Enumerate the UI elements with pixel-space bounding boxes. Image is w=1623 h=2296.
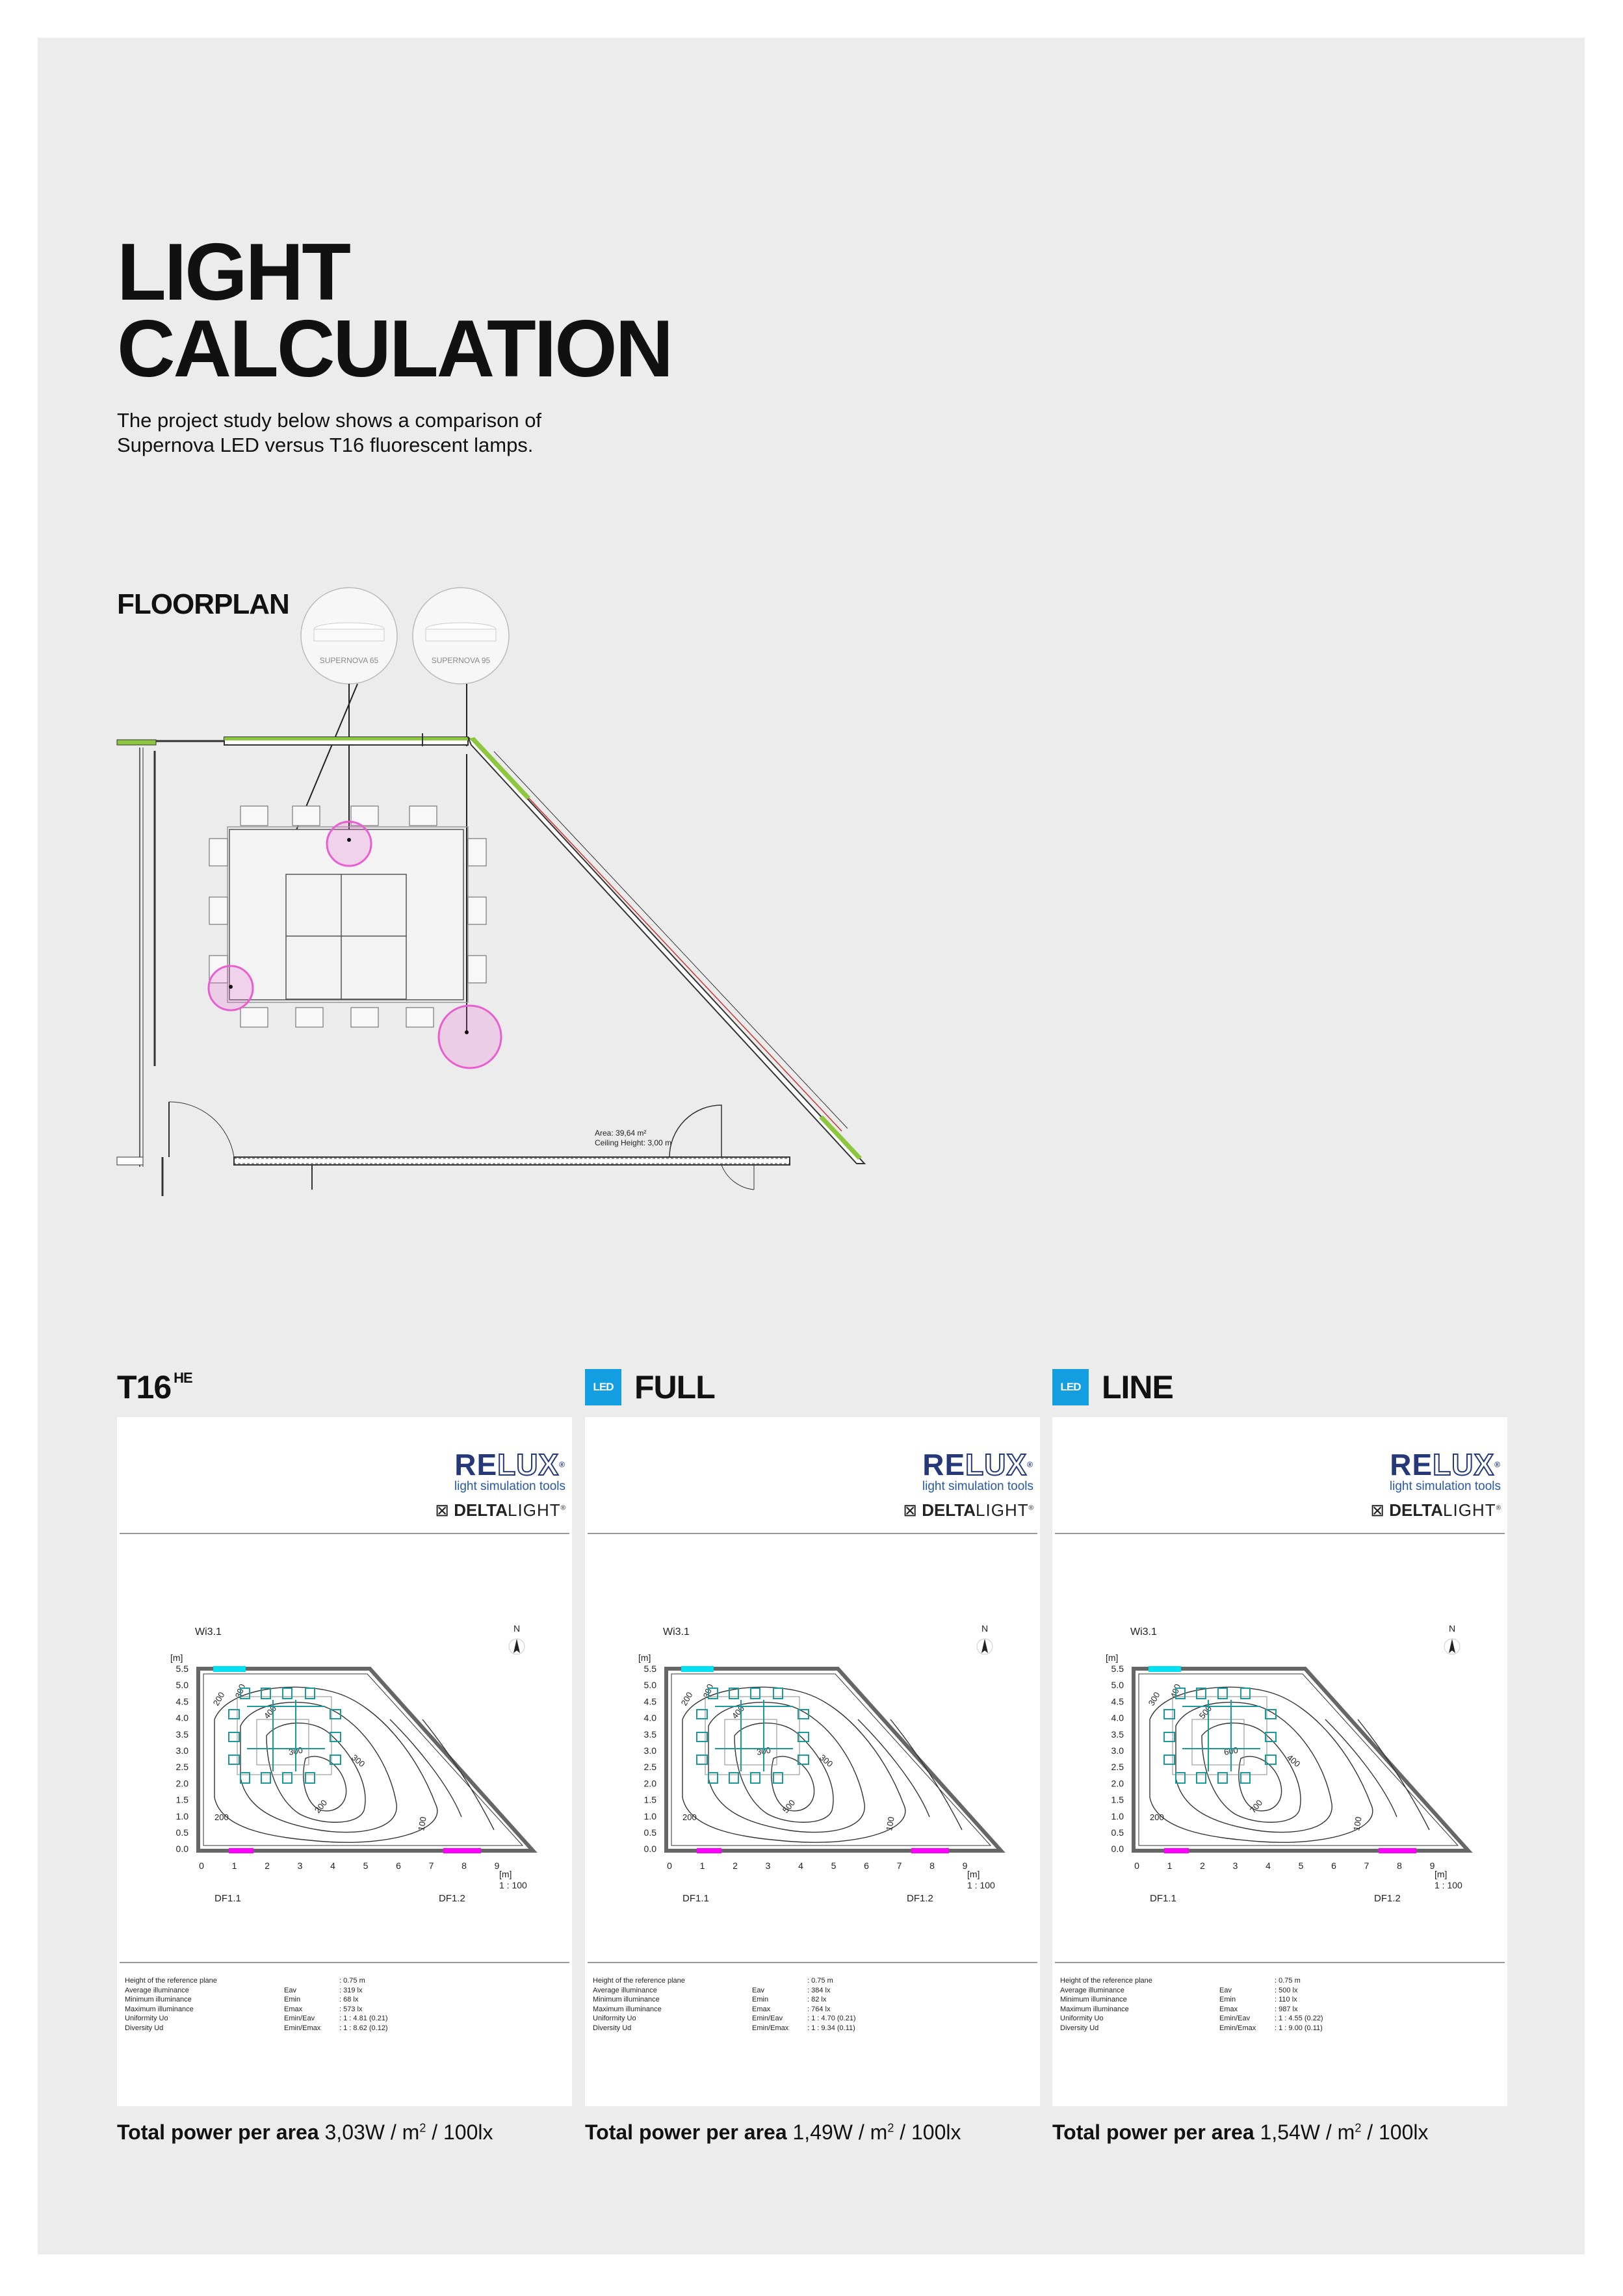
contour-label: 400 bbox=[1285, 1752, 1303, 1769]
y-tick-label: 1.0 bbox=[643, 1810, 656, 1821]
relux-tagline: light simulation tools bbox=[454, 1480, 565, 1493]
y-tick-label: 5.5 bbox=[1111, 1663, 1124, 1674]
deltalight-icon: ⊠ bbox=[435, 1500, 449, 1520]
spec-symbol: Eav bbox=[1219, 1986, 1232, 1994]
spec-symbol: Emin/Eav bbox=[1219, 2015, 1251, 2022]
spec-label: Height of the reference plane bbox=[125, 1977, 217, 1985]
spec-label: Average illuminance bbox=[125, 1986, 189, 1994]
spec-row-uo bbox=[125, 2014, 388, 2024]
x-axis bbox=[1134, 1860, 1435, 1871]
spec-value: : 1 : 9.00 (0.11) bbox=[1275, 2024, 1323, 2032]
y-tick-label: 2.5 bbox=[175, 1762, 188, 1773]
spec-symbol bbox=[1219, 1976, 1275, 1986]
relux-logo-reg: ® bbox=[1027, 1460, 1033, 1469]
y-tick-label: 0.5 bbox=[643, 1827, 656, 1838]
y-tick-label: 1.0 bbox=[175, 1810, 188, 1821]
led-badge: LED bbox=[585, 1369, 621, 1405]
luminaire-badge-a bbox=[301, 588, 397, 684]
door-marker-left bbox=[229, 1848, 253, 1853]
x-tick-label: 0 bbox=[667, 1860, 672, 1871]
deltalight-logo bbox=[1345, 1500, 1501, 1520]
door-marker-right bbox=[1379, 1848, 1416, 1853]
scale-label: 1 : 100 bbox=[499, 1880, 527, 1890]
spec-table bbox=[125, 1976, 388, 2033]
spec-label: Minimum illuminance bbox=[1060, 1996, 1127, 2003]
spec-label: Uniformity Uo bbox=[593, 2015, 636, 2022]
x-tick-label: 0 bbox=[199, 1860, 204, 1871]
relux-logo-reg: ® bbox=[559, 1460, 565, 1469]
contour-label: 300 bbox=[287, 1745, 304, 1757]
x-tick-label: 2 bbox=[1200, 1860, 1205, 1871]
spec-symbol: Emin/Emax bbox=[1219, 2024, 1256, 2032]
spec-label: Average illuminance bbox=[593, 1986, 657, 1994]
contour-label: 600 bbox=[1223, 1745, 1239, 1757]
section-title-line bbox=[1052, 1368, 1173, 1406]
relux-logo bbox=[877, 1450, 1033, 1480]
y-tick-label: 0.0 bbox=[1111, 1844, 1124, 1855]
spec-value: : 987 lx bbox=[1275, 2005, 1298, 2013]
y-tick-label: 1.5 bbox=[175, 1794, 188, 1805]
led-badge: LED bbox=[1052, 1369, 1089, 1405]
deltalight-b: LIGHT bbox=[508, 1500, 561, 1520]
floorplan-drawing bbox=[110, 585, 890, 1242]
door-marker-left bbox=[1164, 1848, 1189, 1853]
deltalight-b: LIGHT bbox=[1443, 1500, 1496, 1520]
room-label: Wi3.1 bbox=[1130, 1626, 1157, 1637]
spec-label: Average illuminance bbox=[1060, 1986, 1124, 1994]
y-tick-label: 3.0 bbox=[1111, 1745, 1124, 1756]
y-axis bbox=[644, 1663, 657, 1854]
deltalight-icon: ⊠ bbox=[1370, 1500, 1384, 1520]
scale-label: 1 : 100 bbox=[967, 1880, 995, 1890]
contour-label: 400 bbox=[1168, 1682, 1183, 1700]
spec-value: : 82 lx bbox=[807, 1996, 827, 2003]
spec-label: Maximum illuminance bbox=[593, 2005, 662, 2013]
room-label: Wi3.1 bbox=[663, 1626, 690, 1637]
isolux-plot bbox=[611, 1622, 1027, 1927]
luminaire-b-label: SUPERNOVA 95 bbox=[431, 656, 491, 665]
spec-row-max bbox=[1060, 2005, 1323, 2015]
north-arrow-icon bbox=[509, 1639, 525, 1654]
relux-logo-b: LUX bbox=[1433, 1448, 1495, 1481]
spec-row-height bbox=[593, 1976, 856, 1986]
contour-label: 300 bbox=[350, 1752, 367, 1769]
relux-logo bbox=[1345, 1450, 1501, 1480]
x-tick-label: 2 bbox=[733, 1860, 738, 1871]
section-title-t16 bbox=[117, 1368, 192, 1406]
y-tick-label: 1.0 bbox=[1111, 1810, 1124, 1821]
spec-value: : 1 : 9.34 (0.11) bbox=[807, 2024, 855, 2032]
deltalight-a: DELTA bbox=[1389, 1500, 1444, 1520]
spec-value: : 500 lx bbox=[1275, 1986, 1298, 1994]
y-tick-label: 0.5 bbox=[1111, 1827, 1124, 1838]
spec-symbol: Eav bbox=[284, 1986, 296, 1994]
relux-logo-b: LUX bbox=[965, 1448, 1028, 1481]
spec-value: : 68 lx bbox=[339, 1996, 359, 2003]
north-label: N bbox=[981, 1623, 989, 1634]
deltalight-a: DELTA bbox=[454, 1500, 508, 1520]
spec-row-ud bbox=[593, 2024, 856, 2033]
y-tick-label: 3.5 bbox=[1111, 1729, 1124, 1740]
x-tick-label: 3 bbox=[765, 1860, 771, 1871]
ceiling-text: Ceiling Height: 3,00 m bbox=[595, 1138, 672, 1147]
spec-row-uo bbox=[1060, 2014, 1323, 2024]
divider-bottom bbox=[588, 1962, 1037, 1963]
door-left-label: DF1.1 bbox=[214, 1893, 241, 1904]
door-marker-left bbox=[697, 1848, 721, 1853]
contour-label: 300 bbox=[701, 1682, 716, 1700]
contour-label: 200 bbox=[211, 1690, 227, 1708]
x-tick-label: 7 bbox=[896, 1860, 902, 1871]
y-tick-label: 5.5 bbox=[643, 1663, 656, 1674]
section-full-title: FULL bbox=[634, 1369, 715, 1405]
relux-logo-a: RE bbox=[1390, 1448, 1433, 1481]
brand-block bbox=[1345, 1450, 1501, 1520]
spec-value: : 0.75 m bbox=[339, 1977, 365, 1985]
contour-label: 100 bbox=[884, 1816, 896, 1832]
x-unit: [m] bbox=[499, 1869, 512, 1879]
spec-label: Diversity Ud bbox=[125, 2024, 164, 2032]
relux-logo-a: RE bbox=[454, 1448, 498, 1481]
brand-block bbox=[877, 1450, 1033, 1520]
x-tick-label: 8 bbox=[1397, 1860, 1402, 1871]
luminaire-a-label: SUPERNOVA 65 bbox=[319, 656, 379, 665]
spec-label: Height of the reference plane bbox=[1060, 1977, 1152, 1985]
door-right-label: DF1.2 bbox=[907, 1893, 933, 1904]
total-value: 3,03W / m bbox=[324, 2120, 420, 2144]
luminaire-badge-b bbox=[413, 588, 509, 684]
door-left-label: DF1.1 bbox=[1150, 1893, 1176, 1904]
spec-label: Diversity Ud bbox=[593, 2024, 632, 2032]
x-tick-label: 5 bbox=[1298, 1860, 1304, 1871]
result-panel-full bbox=[585, 1417, 1040, 2106]
deltalight-b: LIGHT bbox=[976, 1500, 1029, 1520]
contour-label: 100 bbox=[1351, 1816, 1364, 1832]
isolux-plot bbox=[143, 1622, 559, 1927]
spec-label: Minimum illuminance bbox=[593, 1996, 660, 2003]
spec-row-ud bbox=[1060, 2024, 1323, 2033]
spec-value: : 0.75 m bbox=[1275, 1977, 1301, 1985]
relux-logo-b: LUX bbox=[497, 1448, 560, 1481]
total-sup: 2 bbox=[419, 2121, 426, 2135]
x-tick-label: 1 bbox=[1167, 1860, 1173, 1871]
x-tick-label: 3 bbox=[1232, 1860, 1238, 1871]
section-title-full bbox=[585, 1368, 715, 1406]
y-unit: [m] bbox=[1106, 1652, 1119, 1663]
y-unit: [m] bbox=[170, 1652, 183, 1663]
spec-row-min bbox=[1060, 1995, 1323, 2005]
spec-row-height bbox=[125, 1976, 388, 1986]
spec-symbol: Emin/Eav bbox=[284, 2015, 315, 2022]
x-tick-label: 7 bbox=[428, 1860, 434, 1871]
spec-label: Height of the reference plane bbox=[593, 1977, 685, 1985]
divider-top bbox=[1055, 1533, 1505, 1534]
spec-label: Maximum illuminance bbox=[1060, 2005, 1129, 2013]
spec-value: : 764 lx bbox=[807, 2005, 831, 2013]
x-tick-label: 1 bbox=[699, 1860, 705, 1871]
spec-value: : 0.75 m bbox=[807, 1977, 833, 1985]
x-unit: [m] bbox=[1435, 1869, 1448, 1879]
y-tick-label: 2.5 bbox=[643, 1762, 656, 1773]
y-axis bbox=[1111, 1663, 1124, 1854]
spec-value: : 1 : 4.55 (0.22) bbox=[1275, 2015, 1323, 2022]
north-label: N bbox=[1448, 1623, 1456, 1634]
y-tick-label: 3.5 bbox=[175, 1729, 188, 1740]
y-tick-label: 4.0 bbox=[643, 1712, 656, 1723]
spec-row-avg bbox=[593, 1986, 856, 1996]
section-t16-title: T16 bbox=[117, 1369, 172, 1405]
contour-label: 300 bbox=[233, 1682, 248, 1700]
spec-row-uo bbox=[593, 2014, 856, 2024]
y-tick-label: 2.0 bbox=[643, 1778, 656, 1789]
relux-tagline: light simulation tools bbox=[1389, 1480, 1501, 1493]
spec-label: Minimum illuminance bbox=[125, 1996, 192, 2003]
section-t16-sup: HE bbox=[174, 1370, 192, 1386]
spec-row-max bbox=[593, 2005, 856, 2015]
x-tick-label: 4 bbox=[1266, 1860, 1271, 1871]
x-tick-label: 3 bbox=[297, 1860, 303, 1871]
deltalight-tm: ® bbox=[1496, 1504, 1501, 1512]
subtitle-line-2: Supernova LED versus T16 fluorescent lamps. bbox=[117, 434, 534, 456]
spec-row-height bbox=[1060, 1976, 1323, 1986]
total-tail: / 100lx bbox=[1361, 2120, 1429, 2144]
x-tick-label: 7 bbox=[1364, 1860, 1370, 1871]
total-label: Total power per area bbox=[117, 2120, 319, 2144]
spec-symbol: Emin bbox=[752, 1996, 769, 2003]
spec-symbol bbox=[752, 1976, 807, 1986]
x-axis bbox=[199, 1860, 500, 1871]
y-tick-label: 4.5 bbox=[1111, 1696, 1124, 1707]
door-right-label: DF1.2 bbox=[439, 1893, 465, 1904]
door-marker-right bbox=[443, 1848, 481, 1853]
contour-label: 200 bbox=[312, 1797, 330, 1815]
deltalight-tm: ® bbox=[1028, 1504, 1033, 1512]
contour-label: 300 bbox=[1146, 1690, 1162, 1708]
divider-bottom bbox=[120, 1962, 569, 1963]
y-tick-label: 5.0 bbox=[643, 1680, 656, 1691]
total-value: 1,49W / m bbox=[792, 2120, 888, 2144]
y-tick-label: 4.5 bbox=[643, 1696, 656, 1707]
total-power-t16 bbox=[117, 2120, 493, 2145]
door-right-label: DF1.2 bbox=[1374, 1893, 1401, 1904]
spec-value: : 319 lx bbox=[339, 1986, 363, 1994]
y-tick-label: 2.0 bbox=[175, 1778, 188, 1789]
x-axis bbox=[667, 1860, 968, 1871]
spec-value: : 1 : 4.81 (0.21) bbox=[339, 2015, 388, 2022]
x-tick-label: 2 bbox=[265, 1860, 270, 1871]
x-tick-label: 5 bbox=[831, 1860, 837, 1871]
spec-label: Uniformity Uo bbox=[1060, 2015, 1104, 2022]
x-tick-label: 6 bbox=[1331, 1860, 1336, 1871]
result-panel-t16 bbox=[117, 1417, 572, 2106]
spec-value: : 1 : 4.70 (0.21) bbox=[807, 2015, 856, 2022]
y-tick-label: 1.5 bbox=[1111, 1794, 1124, 1805]
y-tick-label: 2.5 bbox=[1111, 1762, 1124, 1773]
title-line-1: LIGHT bbox=[117, 228, 349, 317]
divider-bottom bbox=[1055, 1962, 1505, 1963]
subtitle-line-1: The project study below shows a comparison of bbox=[117, 409, 542, 432]
spec-value: : 1 : 8.62 (0.12) bbox=[339, 2024, 388, 2032]
relux-tagline: light simulation tools bbox=[922, 1480, 1033, 1493]
spec-symbol: Emax bbox=[1219, 2005, 1238, 2013]
x-tick-label: 5 bbox=[363, 1860, 369, 1871]
contour-label: 500 bbox=[1197, 1703, 1214, 1721]
result-panel-line bbox=[1052, 1417, 1507, 2106]
north-label: N bbox=[513, 1623, 521, 1634]
x-tick-label: 9 bbox=[962, 1860, 968, 1871]
spec-row-min bbox=[125, 1995, 388, 2005]
deltalight-logo bbox=[409, 1500, 565, 1520]
contour-label: 400 bbox=[729, 1703, 747, 1721]
y-tick-label: 5.0 bbox=[175, 1680, 188, 1691]
spec-value: : 384 lx bbox=[807, 1986, 831, 1994]
y-tick-label: 1.5 bbox=[643, 1794, 656, 1805]
total-power-full bbox=[585, 2120, 961, 2145]
window-marker bbox=[681, 1666, 714, 1672]
door-marker-right bbox=[911, 1848, 949, 1853]
spec-symbol: Emin bbox=[284, 1996, 301, 2003]
spec-row-avg bbox=[1060, 1986, 1323, 1996]
spec-value: : 573 lx bbox=[339, 2005, 363, 2013]
total-sup: 2 bbox=[1355, 2121, 1362, 2135]
x-tick-label: 8 bbox=[461, 1860, 467, 1871]
x-tick-label: 6 bbox=[396, 1860, 401, 1871]
contour-label: 100 bbox=[416, 1816, 428, 1832]
spec-value: : 110 lx bbox=[1275, 1996, 1297, 2003]
deltalight-logo bbox=[877, 1500, 1033, 1520]
relux-logo bbox=[409, 1450, 565, 1480]
contour-label: 200 bbox=[214, 1812, 229, 1822]
total-tail: / 100lx bbox=[894, 2120, 961, 2144]
y-tick-label: 4.0 bbox=[1111, 1712, 1124, 1723]
spec-symbol bbox=[284, 1976, 339, 1986]
title-line-2: CALCULATION bbox=[117, 304, 672, 394]
spec-symbol: Eav bbox=[752, 1986, 764, 1994]
spec-symbol: Emax bbox=[284, 2005, 303, 2013]
spec-table bbox=[1060, 1976, 1323, 2033]
total-label: Total power per area bbox=[585, 2120, 787, 2144]
floorplan-label: FLOORPLAN bbox=[117, 588, 289, 620]
area-text: Area: 39,64 m² bbox=[595, 1128, 647, 1138]
deltalight-icon: ⊠ bbox=[903, 1500, 917, 1520]
spec-symbol: Emin bbox=[1219, 1996, 1236, 2003]
contour-label: 500 bbox=[780, 1797, 798, 1815]
y-tick-label: 0.0 bbox=[175, 1844, 188, 1855]
total-label: Total power per area bbox=[1052, 2120, 1254, 2144]
contour-label: 200 bbox=[682, 1812, 697, 1822]
spec-symbol: Emin/Emax bbox=[284, 2024, 321, 2032]
contour-label: 700 bbox=[1247, 1797, 1265, 1815]
x-tick-label: 8 bbox=[929, 1860, 935, 1871]
north-arrow-icon bbox=[977, 1639, 993, 1654]
spec-row-avg bbox=[125, 1986, 388, 1996]
window-marker bbox=[213, 1666, 246, 1672]
x-tick-label: 9 bbox=[494, 1860, 500, 1871]
x-tick-label: 6 bbox=[864, 1860, 869, 1871]
contour-label: 300 bbox=[818, 1752, 835, 1769]
spec-symbol: Emin/Eav bbox=[752, 2015, 783, 2022]
y-tick-label: 3.0 bbox=[643, 1745, 656, 1756]
spec-table bbox=[593, 1976, 856, 2033]
isolux-plot bbox=[1078, 1622, 1494, 1927]
spec-symbol: Emax bbox=[752, 2005, 771, 2013]
divider-top bbox=[120, 1533, 569, 1534]
relux-logo-a: RE bbox=[922, 1448, 966, 1481]
section-line-title: LINE bbox=[1102, 1369, 1173, 1405]
y-tick-label: 2.0 bbox=[1111, 1778, 1124, 1789]
divider-top bbox=[588, 1533, 1037, 1534]
x-tick-label: 4 bbox=[798, 1860, 803, 1871]
y-tick-label: 0.5 bbox=[175, 1827, 188, 1838]
y-axis bbox=[176, 1663, 189, 1854]
y-tick-label: 5.0 bbox=[1111, 1680, 1124, 1691]
spec-label: Diversity Ud bbox=[1060, 2024, 1099, 2032]
y-tick-label: 3.5 bbox=[643, 1729, 656, 1740]
spec-row-ud bbox=[125, 2024, 388, 2033]
page-subtitle bbox=[117, 408, 702, 458]
deltalight-tm: ® bbox=[560, 1504, 565, 1512]
total-value: 1,54W / m bbox=[1260, 2120, 1355, 2144]
y-tick-label: 3.0 bbox=[175, 1745, 188, 1756]
deltalight-a: DELTA bbox=[922, 1500, 976, 1520]
relux-logo-reg: ® bbox=[1494, 1460, 1501, 1469]
y-tick-label: 5.5 bbox=[175, 1663, 188, 1674]
contour-label: 400 bbox=[261, 1703, 279, 1721]
page-title bbox=[117, 228, 672, 394]
door-left-label: DF1.1 bbox=[682, 1893, 709, 1904]
spec-row-max bbox=[125, 2005, 388, 2015]
x-unit: [m] bbox=[967, 1869, 980, 1879]
x-tick-label: 9 bbox=[1429, 1860, 1435, 1871]
spec-label: Maximum illuminance bbox=[125, 2005, 194, 2013]
y-tick-label: 4.5 bbox=[175, 1696, 188, 1707]
x-tick-label: 4 bbox=[330, 1860, 335, 1871]
y-tick-label: 0.0 bbox=[643, 1844, 656, 1855]
north-arrow-icon bbox=[1444, 1639, 1460, 1654]
spec-symbol: Emin/Emax bbox=[752, 2024, 789, 2032]
total-power-line bbox=[1052, 2120, 1429, 2145]
scale-label: 1 : 100 bbox=[1435, 1880, 1462, 1890]
total-tail: / 100lx bbox=[426, 2120, 493, 2144]
y-tick-label: 4.0 bbox=[175, 1712, 188, 1723]
contour-label: 200 bbox=[679, 1690, 695, 1708]
y-unit: [m] bbox=[638, 1652, 651, 1663]
room-label: Wi3.1 bbox=[195, 1626, 222, 1637]
brand-block bbox=[409, 1450, 565, 1520]
contour-label: 200 bbox=[1150, 1812, 1164, 1822]
contour-label: 300 bbox=[755, 1745, 772, 1757]
total-sup: 2 bbox=[887, 2121, 894, 2135]
spec-row-min bbox=[593, 1995, 856, 2005]
x-tick-label: 0 bbox=[1134, 1860, 1139, 1871]
spec-label: Uniformity Uo bbox=[125, 2015, 168, 2022]
x-tick-label: 1 bbox=[231, 1860, 237, 1871]
window-marker bbox=[1149, 1666, 1181, 1672]
